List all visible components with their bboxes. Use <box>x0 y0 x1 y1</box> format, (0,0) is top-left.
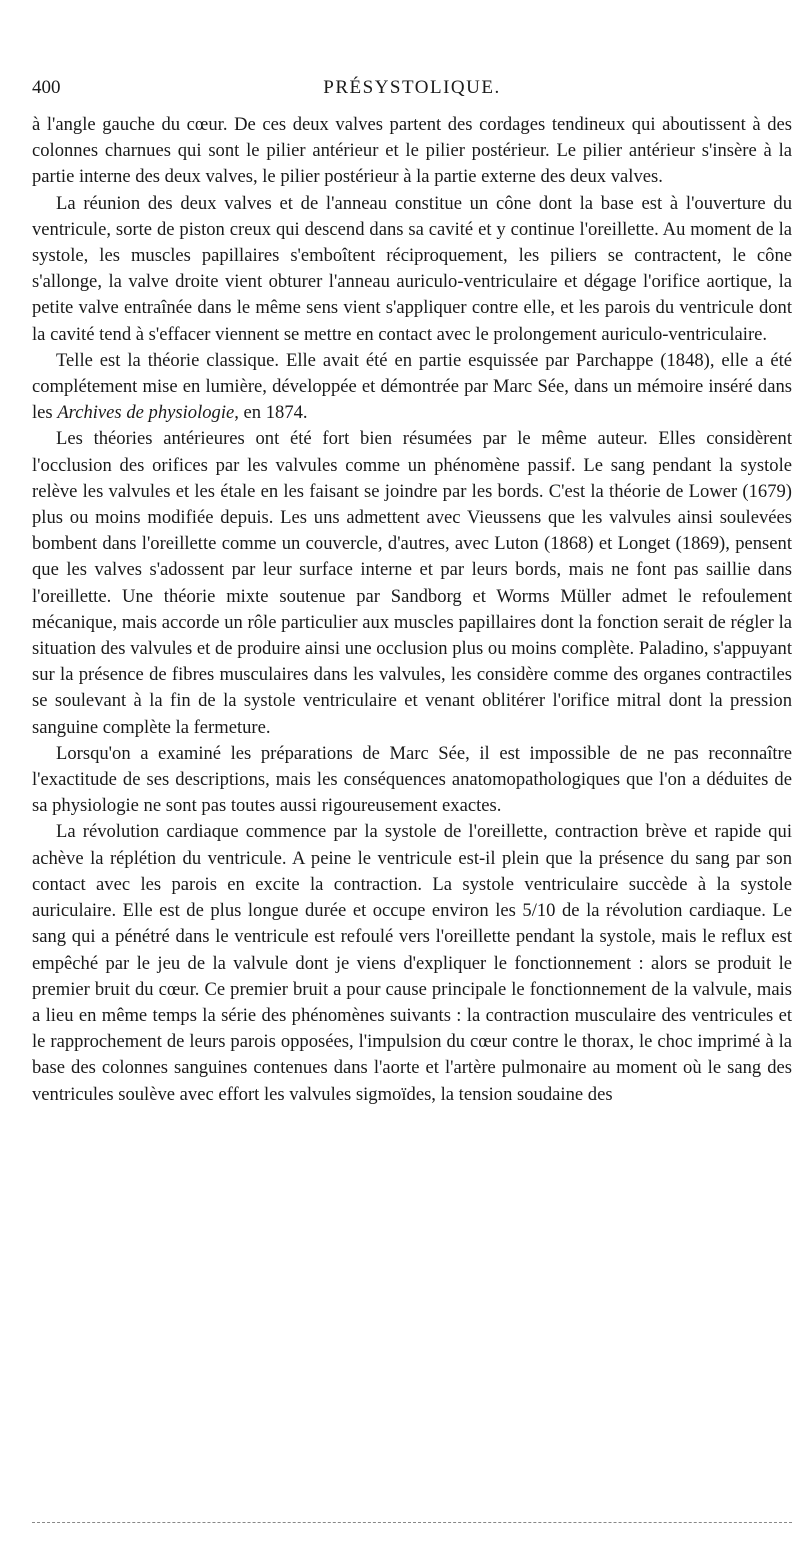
paragraph-text-before: Telle est la théorie classique. Elle avait été en partie esquissée par Parchappe (1848), elle a été complétement mise en lumière, développée et démontrée par Marc Sée, dans un mémoire inséré dans les <box>32 349 792 424</box>
paragraph-cone-mechanism: La réunion des deux valves et de l'anneau constitue un cône dont la base est à l'ouverture du ventricule, sorte de piston creux qui descend dans sa cavité et y continue l'oreillette. Au moment de la systole, les muscles papillaires s'emboîtent réciproquement, les piliers se contractent, le cône s'allonge, la valve droite vient obturer l'anneau auriculo-ventriculaire et dégage l'orifice aortique, la petite valve entraînée dans le même sens vient s'appliquer contre elle, et les parois du ventricule dont la cavité tend à s'effacer viennent se mettre en contact avec le prolongement auriculo-ventriculaire. <box>32 192 792 345</box>
paragraph-continued: à l'angle gauche du cœur. De ces deux valves partent des cordages tendineux qui aboutissent à des colonnes charnues qui sont le pilier antérieur et le pilier postérieur. Le pilier antérieur s'insère à la partie interne des deux valves, le pilier postérieur à la partie externe des deux valves. <box>32 114 792 188</box>
paragraph-earlier-theories: Les théories antérieures ont été fort bien résumées par le même auteur. Elles considèrent l'occlusion des orifices par les valvules comme un phénomène passif. Le sang pendant la systole relève les valvules et les étale en les faisant se joindre par les bords. C'est la théorie de Lower (1679) plus ou moins modifiée depuis. Les uns admettent avec Vieussens que les valvules ainsi soulevées bombent dans l'oreillette comme un couvercle, d'autres, avec Luton (1868) et Longet (1869), pensent que les valves s'adossent par leur surface interne et par leurs bords, mais ne font pas saillie dans l'oreillette. Une théorie mixte soutenue par Sandborg et Worms Müller admet le refoulement mécanique, mais accorde un rôle particulier aux muscles papillaires dont la fonction serait de régler la situation des valvules et de produire ainsi une occlusion plus ou moins complète. Paladino, s'appuyant sur la présence de fibres musculaires dans les valvules, les considère comme des organes contractiles se soulevant à la fin de la systole ventriculaire et venant oblitérer l'orifice mitral dont la pression sanguine complète la fermeture. <box>32 428 792 738</box>
page-number: 400 <box>32 77 61 98</box>
paragraph-marc-see-preparations: Lorsqu'on a examiné les préparations de Marc Sée, il est impossible de ne pas reconnaître l'exactitude de ses descriptions, mais les conséquences anatomopathologiques que l'on a déduites de sa physiologie ne sont pas toutes aussi rigoureusement exactes. <box>32 742 792 817</box>
running-title: PRÉSYSTOLIQUE. <box>323 77 501 98</box>
page-header <box>32 74 792 102</box>
journal-title: Archives de physiologie <box>57 402 235 424</box>
paragraph-classical-theory <box>32 348 792 427</box>
bottom-dashed-rule <box>32 1522 792 1523</box>
paragraph-cardiac-revolution: La révolution cardiaque commence par la systole de l'oreillette, contraction brève et rapide qui achève la réplétion du ventricule. A peine le ventricule est-il plein que la présence du sang par son contact avec les parois en excite la contraction. La systole ventriculaire succède à la systole auriculaire. Elle est de plus longue durée et occupe environ les 5/10 de la révolution cardiaque. Le sang qui a pénétré dans le ventricule est refoulé vers l'oreillette pendant la systole, mais le reflux est empêché par le jeu de la valvule dont je viens d'expliquer le fonctionnement : alors se produit le premier bruit du cœur. Ce premier bruit a pour cause principale le fonctionnement de la valvule, mais a lieu en même temps la série des phénomènes suivants : la contraction musculaire des ventricules et le rapprochement de leurs parois opposées, l'impulsion du cœur contre le thorax, le choc imprimé à la base des colonnes sanguines contenues dans l'aorte et l'artère pulmonaire au moment où le sang des ventricules soulève avec effort les valvules sigmoïdes, la tension soudaine des <box>32 821 792 1105</box>
body-text <box>32 112 792 1108</box>
paragraph-text-after: , en 1874. <box>234 402 308 424</box>
